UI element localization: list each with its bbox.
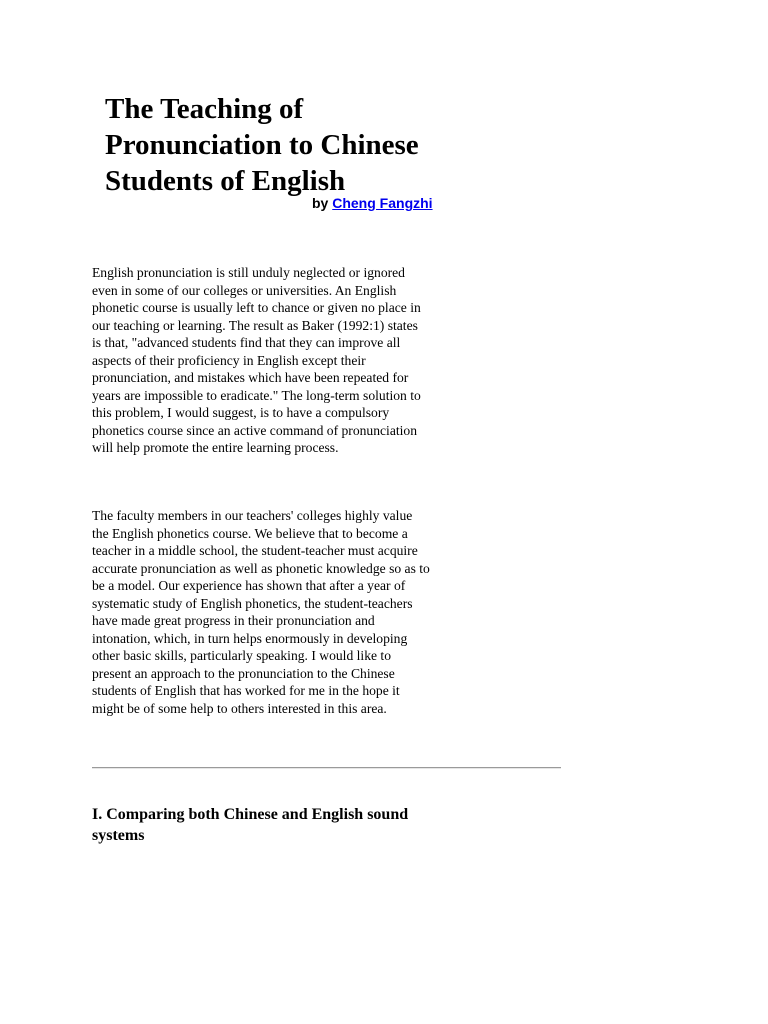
paragraph-line: teacher in a middle school, the student-teacher must acquire [92,543,418,558]
paragraph-line: will help promote the entire learning process. [92,440,339,455]
paragraph-line: phonetics course since an active command of pronunciation [92,422,418,438]
title-line: The Teaching of [105,93,304,125]
paragraph-line: be a model. Our experience has shown that after a year of [92,578,406,593]
paragraph-intro [92,264,464,457]
paragraph-line: have made great progress in their pronunciation and [92,613,375,628]
paragraph-line: accurate pronunciation as well as phonetic knowledge so as to [92,560,430,576]
paragraph-line: this problem, I would suggest, is to have a compulsory [92,405,390,420]
paragraph-line: aspects of their proficiency in English except their [92,352,366,368]
paragraph-line: English pronunciation is still unduly neglected or ignored [92,265,405,280]
section-heading [92,804,452,846]
paragraph-line: intonation, which, in turn helps enormously in developing [92,630,408,646]
paragraph-line: might be of some help to others interested in this area. [92,700,387,716]
paragraph-line: the English phonetics course. We believe that to become a [92,525,408,541]
paragraph-line: systematic study of English phonetics, the student-teachers [92,595,413,611]
paragraph-line: students of English that has worked for me in the hope it [92,683,400,698]
author-link[interactable]: Cheng Fangzhi [332,195,433,211]
paragraph-line: The faculty members in our teachers' colleges highly value [92,508,413,523]
paragraph-line: years are impossible to eradicate." The long-term solution to [92,387,421,403]
title-line: Pronunciation to Chinese [105,129,419,161]
paragraph-line: is that, "advanced students find that they can improve all [92,335,401,350]
horizontal-divider [92,767,561,769]
title-line: Students of English [105,165,346,197]
article-title [105,91,465,199]
paragraph-line: our teaching or learning. The result as Baker (1992:1) states [92,317,418,333]
paragraph-line: pronunciation, and mistakes which have been repeated for [92,370,409,385]
paragraph-line: even in some of our colleges or universities. An English [92,282,397,298]
section-heading-line: systems [92,827,145,844]
byline-prefix: by [312,195,329,211]
paragraph-faculty [92,507,464,717]
paragraph-line: phonetic course is usually left to chance or given no place in [92,300,421,315]
section-heading-line: I. Comparing both Chinese and English sound [92,806,409,823]
paragraph-line: present an approach to the pronunciation to the Chinese [92,665,395,681]
paragraph-line: other basic skills, particularly speaking. I would like to [92,648,391,663]
byline [312,194,433,212]
